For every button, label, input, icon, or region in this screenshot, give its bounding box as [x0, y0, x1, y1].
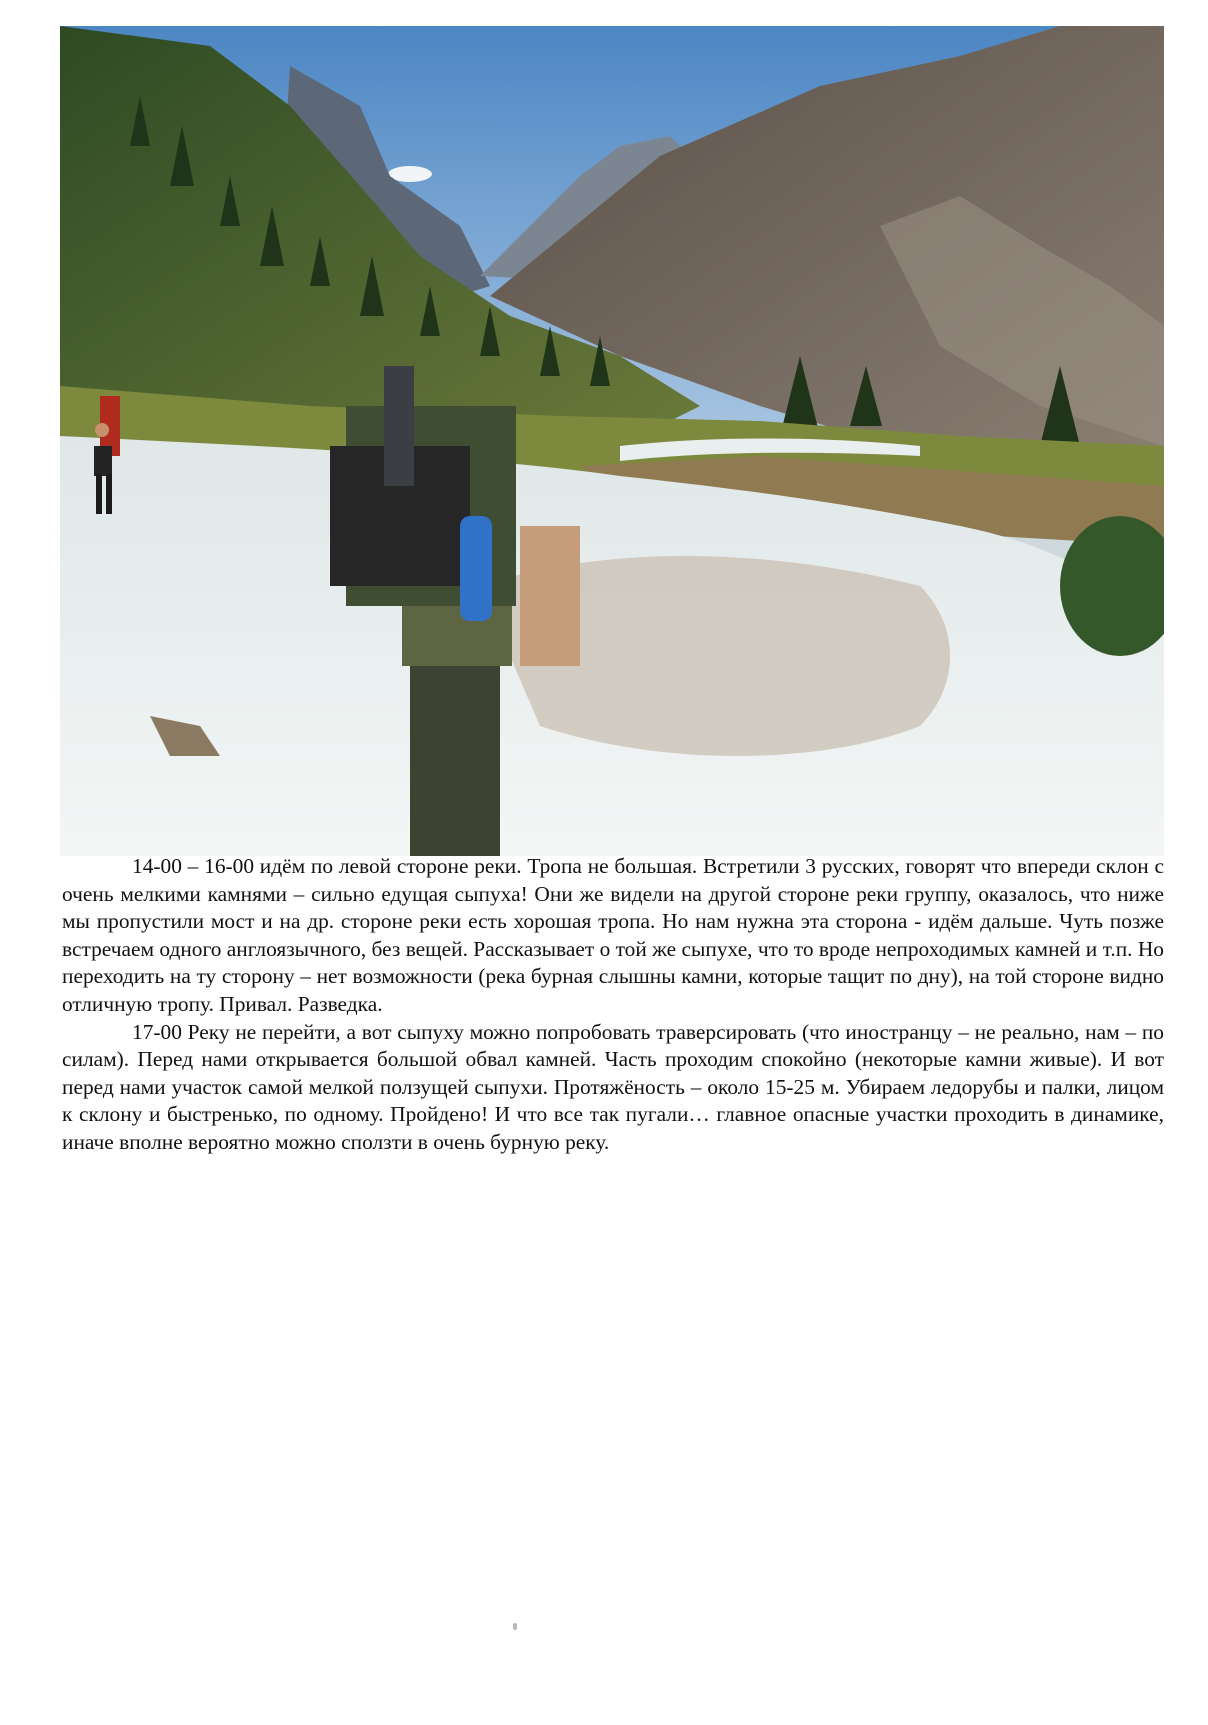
- document-text: [62, 853, 1164, 1157]
- river-valley-hikers-illustration: [60, 26, 1164, 856]
- paragraph: 14-00 – 16-00 идём по левой стороне реки. Тропа не большая. Встретили 3 русских, говорят что впереди склон с очень мелкими камнями – сильно едущая сыпуха! Они же видели на другой стороне реки группу, оказалось, что ниже мы пропустили мост и на др. стороне реки есть хорошая тропа. Но нам нужна эта сторона - идём дальше. Чуть позже встречаем одного англоязычного, без вещей. Рассказывает о той же сыпухе, что то вроде непроходимых камней и т.п. Но переходить на ту сторону – нет возможности (река бурная слышны камни, которые тащит по дну), на той стороне видно отличную тропу. Привал. Разведка.: [62, 854, 1164, 1016]
- valley-photo: [60, 26, 1164, 856]
- scan-speck: [513, 1623, 517, 1630]
- paragraph: 17-00 Реку не перейти, а вот сыпуху можно попробовать траверсировать (что иностранцу – не реально, нам – по силам). Перед нами открывается большой обвал камней. Часть проходим спокойно (некоторые камни живые). И вот перед нами участок самой мелкой ползущей сыпухи. Протяжёность – около 15-25 м. Убираем ледорубы и палки, лицом к склону и быстренько, по одному. Пройдено! И что все так пугали… главное опасные участки проходить в динамике, иначе вполне вероятно можно сползти в очень бурную реку.: [62, 1019, 1164, 1154]
